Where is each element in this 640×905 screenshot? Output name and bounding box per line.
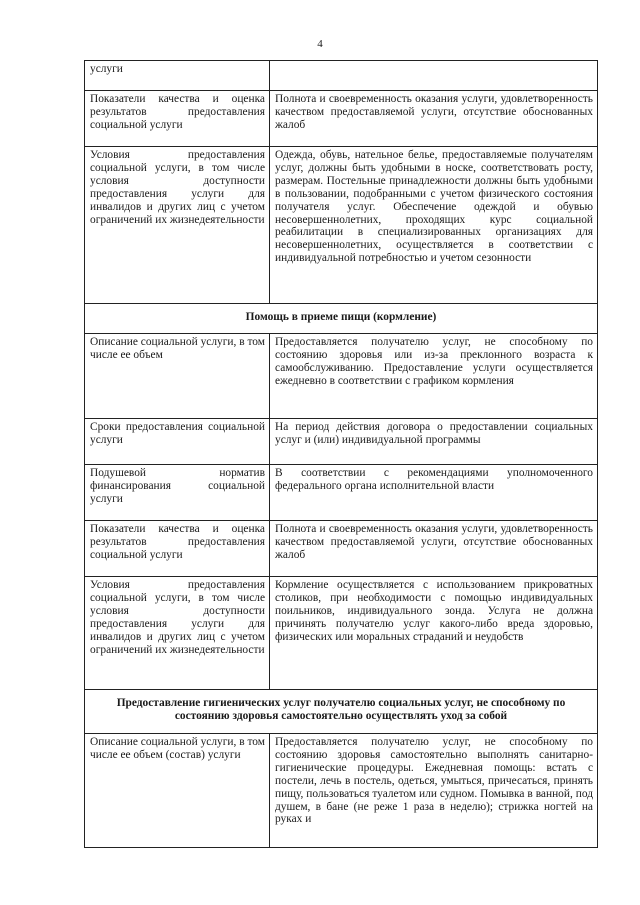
row-label-cell	[85, 465, 270, 521]
row-value-cell	[270, 147, 598, 304]
row-label: Сроки предоставления социальной услуги	[90, 421, 265, 446]
row-label-cell	[85, 521, 270, 577]
row-label-cell	[85, 334, 270, 419]
row-value-cell	[270, 577, 598, 690]
table-row	[85, 577, 598, 690]
row-value: Одежда, обувь, нательное белье, предоставляемые получателям услуг, должны быть удобными в носке, соответствовать росту, размерам. Постельные принадлежности должны быть удобными в пользовании, подобранными с учетом физического состояния получателя услуг. Обеспечение одеждой и обувью несовершеннолетних, проходящих курс социальной реабилитации в специализированных организациях для несовершеннолетних, осуществляется в соответствии с индивидуальной потребностью и учетом сезонности	[275, 149, 593, 265]
row-label: Описание социальной услуги, в том числе ее объем	[90, 336, 265, 361]
row-label: Показатели качества и оценка результатов предоставления социальной услуги	[90, 523, 265, 561]
row-label-cell	[85, 61, 270, 91]
table-row	[85, 419, 598, 465]
row-label-cell	[85, 91, 270, 147]
section-heading: Предоставление гигиенических услуг получателю социальных услуг, не способному по состоянию здоровья самостоятельно осуществлять уход за собой	[85, 690, 598, 734]
row-value: Предоставляется получателю услуг, не способному по состоянию здоровья или из-за преклонного возраста к самообслуживанию. Предоставление услуги осуществляется ежедневно в соответствии с графиком кормления	[275, 336, 593, 387]
row-label: Условия предоставления социальной услуги, в том числе условия доступности предоставления услуги для инвалидов и других лиц с учетом ограничений их жизнедеятельности	[90, 149, 265, 226]
row-label-cell	[85, 419, 270, 465]
row-value: Предоставляется получателю услуг, не способному по состоянию здоровья самостоятельно выполнять санитарно-гигиенические процедуры. Ежедневная помощь: встать с постели, лечь в постель, одеться, умыться, причесаться, принять пищу, пользоваться туалетом или судном. Помывка в ванной, под душем, в бане (не реже 1 раза в неделю); стрижка ногтей на руках и	[275, 736, 593, 826]
section-heading-row	[85, 690, 598, 734]
row-value-cell	[270, 521, 598, 577]
table-row	[85, 465, 598, 521]
table-row	[85, 521, 598, 577]
row-label-cell	[85, 734, 270, 848]
table-row	[85, 91, 598, 147]
row-value: В соответствии с рекомендациями уполномоченного федерального органа исполнительной власти	[275, 467, 593, 492]
row-value-cell	[270, 419, 598, 465]
table-row	[85, 61, 598, 91]
row-value-cell	[270, 734, 598, 848]
row-value: На период действия договора о предоставлении социальных услуг и (или) индивидуальной программы	[275, 421, 593, 446]
row-value-cell	[270, 91, 598, 147]
section-heading: Помощь в приеме пищи (кормление)	[85, 304, 598, 334]
row-value-cell	[270, 61, 598, 91]
row-value: Кормление осуществляется с использованием прикроватных столиков, при необходимости с помощью индивидуальных поильников, индивидуального зонда. Услуга не должна причинять получателю услуг какого-либо вреда здоровью, физических или моральных страданий и неудобств	[275, 579, 593, 643]
table-row	[85, 147, 598, 304]
row-label: Описание социальной услуги, в том числе ее объем (состав) услуги	[90, 736, 265, 761]
row-label-cell	[85, 147, 270, 304]
row-label: Условия предоставления социальной услуги, в том числе условия доступности предоставления услуги для инвалидов и других лиц с учетом ограничений их жизнедеятельности	[90, 579, 265, 656]
row-label-cell	[85, 577, 270, 690]
section-heading-row	[85, 304, 598, 334]
row-label: услуги	[90, 63, 123, 75]
table-row	[85, 734, 598, 848]
row-label: Подушевой норматив финансирования социальной услуги	[90, 467, 265, 505]
row-value-cell	[270, 465, 598, 521]
row-value: Полнота и своевременность оказания услуги, удовлетворенность качеством предоставляемой услуги, отсутствие обоснованных жалоб	[275, 523, 593, 561]
row-value: Полнота и своевременность оказания услуги, удовлетворенность качеством предоставляемой услуги, отсутствие обоснованных жалоб	[275, 93, 593, 131]
row-label: Показатели качества и оценка результатов предоставления социальной услуги	[90, 93, 265, 131]
services-table	[84, 60, 598, 848]
table-row	[85, 334, 598, 419]
row-value-cell	[270, 334, 598, 419]
page-number: 4	[317, 38, 323, 50]
